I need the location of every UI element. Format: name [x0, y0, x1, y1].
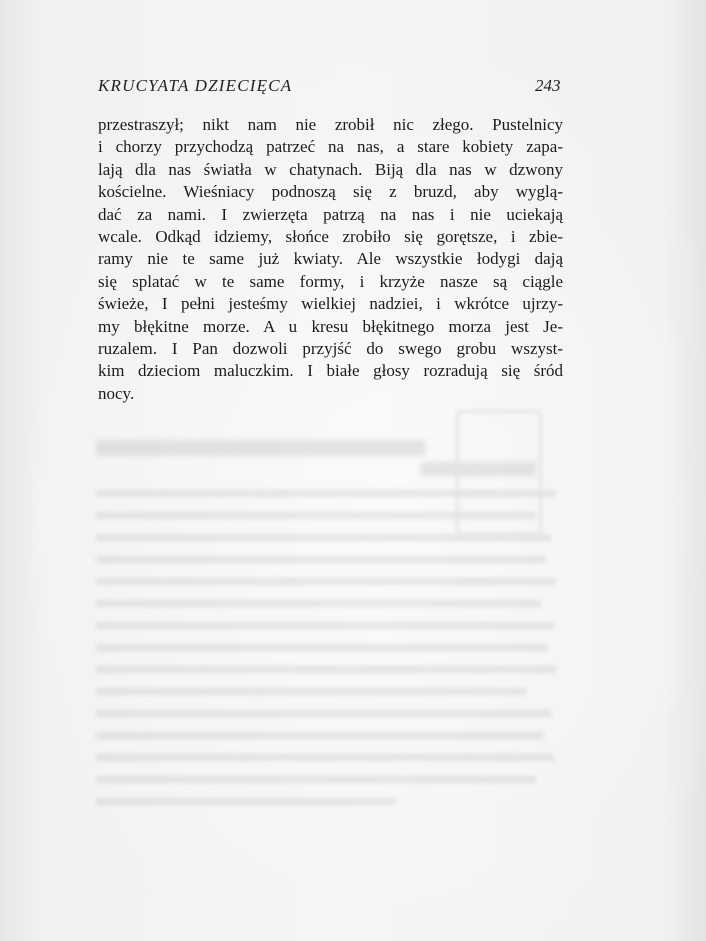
text-line: świeże, I pełni jesteśmy wielkiej nadziei, i wkrótce ujrzy-: [98, 294, 563, 314]
text-line: wcale. Odkąd idziemy, słońce zrobiło się gorętsze, i zbie-: [98, 226, 563, 246]
text-line-last: nocy.: [98, 383, 135, 403]
text-line: lają dla nas światła w chatynach. Biją dla nas w dzwony: [98, 159, 563, 179]
text-line: ramy nie te same już kwiaty. Ale wszystkie łodygi dają: [98, 249, 563, 269]
page-number: 243: [535, 76, 561, 95]
show-through-heading-2: [421, 462, 536, 476]
show-through-ornament: [456, 410, 542, 536]
text-line: przestraszył; nikt nam nie zrobił nic złego. Pustelnicy: [98, 115, 563, 134]
show-through-shadow: [96, 400, 566, 840]
text-line: ruzalem. I Pan dozwoli przyjść do swego grobu wszyst-: [98, 338, 563, 358]
show-through-heading: [96, 440, 426, 456]
body-paragraph: [98, 114, 563, 405]
text-line: dać za nami. I zwierzęta patrzą na nas i nie uciekają: [98, 204, 563, 224]
text-line: i chorzy przychodzą patrzeć na nas, a stare kobiety zapa-: [98, 137, 563, 157]
text-line: kościelne. Wieśniacy podnoszą się z bruzd, aby wyglą-: [98, 182, 563, 202]
running-title: KRUCYATA DZIECIĘCA: [98, 76, 293, 95]
text-line: my błękitne morze. A u kresu błękitnego morza jest Je-: [98, 316, 563, 336]
text-line: się splatać w te same formy, i krzyże nasze są ciągle: [98, 271, 563, 291]
text-line: kim dzieciom maluczkim. I białe głosy rozradują się śród: [98, 361, 563, 381]
